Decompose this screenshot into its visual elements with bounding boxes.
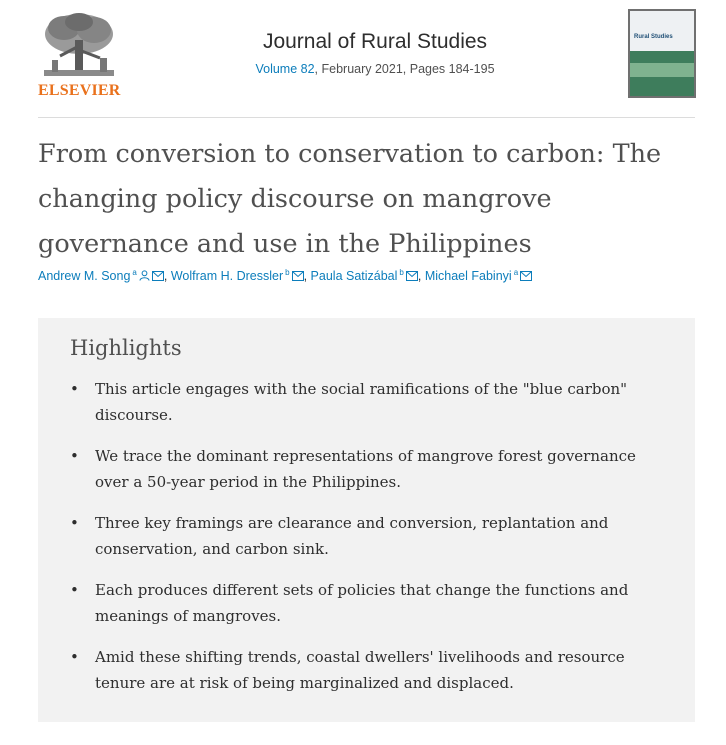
journal-title-link[interactable]: Journal of Rural Studies — [262, 30, 488, 53]
author-affiliation-sup: a — [132, 268, 137, 277]
highlight-item — [70, 376, 670, 428]
author-name: Paula Satizábal — [310, 269, 398, 284]
highlights-list — [70, 376, 670, 711]
highlights-heading: Highlights — [70, 336, 182, 360]
bullet-icon: • — [70, 447, 79, 465]
issue-line — [160, 62, 590, 76]
author-name: Wolfram H. Dressler — [170, 269, 284, 284]
mail-icon[interactable] — [152, 270, 164, 284]
highlight-item — [70, 443, 670, 495]
elsevier-tree-icon — [38, 10, 120, 82]
bullet-icon: • — [70, 581, 79, 599]
bullet-icon: • — [70, 380, 79, 398]
elsevier-logo[interactable] — [38, 10, 120, 100]
highlights-panel — [38, 318, 695, 722]
publisher-name: ELSEVIER — [38, 82, 121, 99]
person-icon[interactable] — [139, 270, 150, 284]
issue-details: , February 2021, Pages 184-195 — [314, 62, 495, 76]
highlight-text: Each produces different sets of policies that change the functions and meanings of mangroves. — [95, 581, 629, 625]
mail-icon[interactable] — [292, 270, 304, 284]
highlight-text: Three key framings are clearance and conversion, replantation and conservation, and carbon sink. — [95, 514, 609, 558]
author-separator: , — [303, 269, 308, 284]
author-link[interactable] — [311, 269, 404, 283]
author-list — [38, 268, 698, 284]
volume-link[interactable]: Volume 82 — [255, 62, 315, 76]
highlight-item — [70, 644, 670, 696]
highlight-text: Amid these shifting trends, coastal dwellers' livelihoods and resource tenure are at risk of being marginalized and displaced. — [95, 648, 625, 692]
author-name: Michael Fabinyi — [424, 269, 512, 284]
highlight-text: This article engages with the social ramifications of the "blue carbon" discourse. — [95, 380, 628, 424]
highlight-text: We trace the dominant representations of mangrove forest governance over a 50-year period in the Philippines. — [95, 447, 636, 491]
author-name: Andrew M. Song — [38, 269, 131, 284]
author-separator: , — [417, 269, 422, 284]
highlight-item — [70, 510, 670, 562]
author-link[interactable] — [425, 269, 518, 283]
cover-title: Rural Studies — [634, 34, 673, 40]
bullet-icon: • — [70, 514, 79, 532]
author-affiliation-sup: b — [285, 268, 290, 277]
author-link[interactable] — [38, 269, 137, 283]
mail-icon[interactable] — [520, 270, 532, 284]
journal-info — [160, 30, 590, 76]
cover-image-band — [630, 63, 694, 77]
author-affiliation-sup: a — [513, 268, 519, 277]
author-separator: , — [163, 269, 168, 284]
author-affiliation-sup: b — [399, 268, 404, 277]
cover-top-panel — [630, 11, 694, 51]
article-title: From conversion to conservation to carbon: The changing policy discourse on mangrove governance and use in the Philippines — [38, 139, 662, 259]
mail-icon[interactable] — [406, 270, 418, 284]
author-link[interactable] — [171, 269, 290, 283]
journal-cover-thumbnail[interactable] — [628, 9, 696, 98]
bullet-icon: • — [70, 648, 79, 666]
highlight-item — [70, 577, 670, 629]
header-divider — [38, 117, 695, 118]
